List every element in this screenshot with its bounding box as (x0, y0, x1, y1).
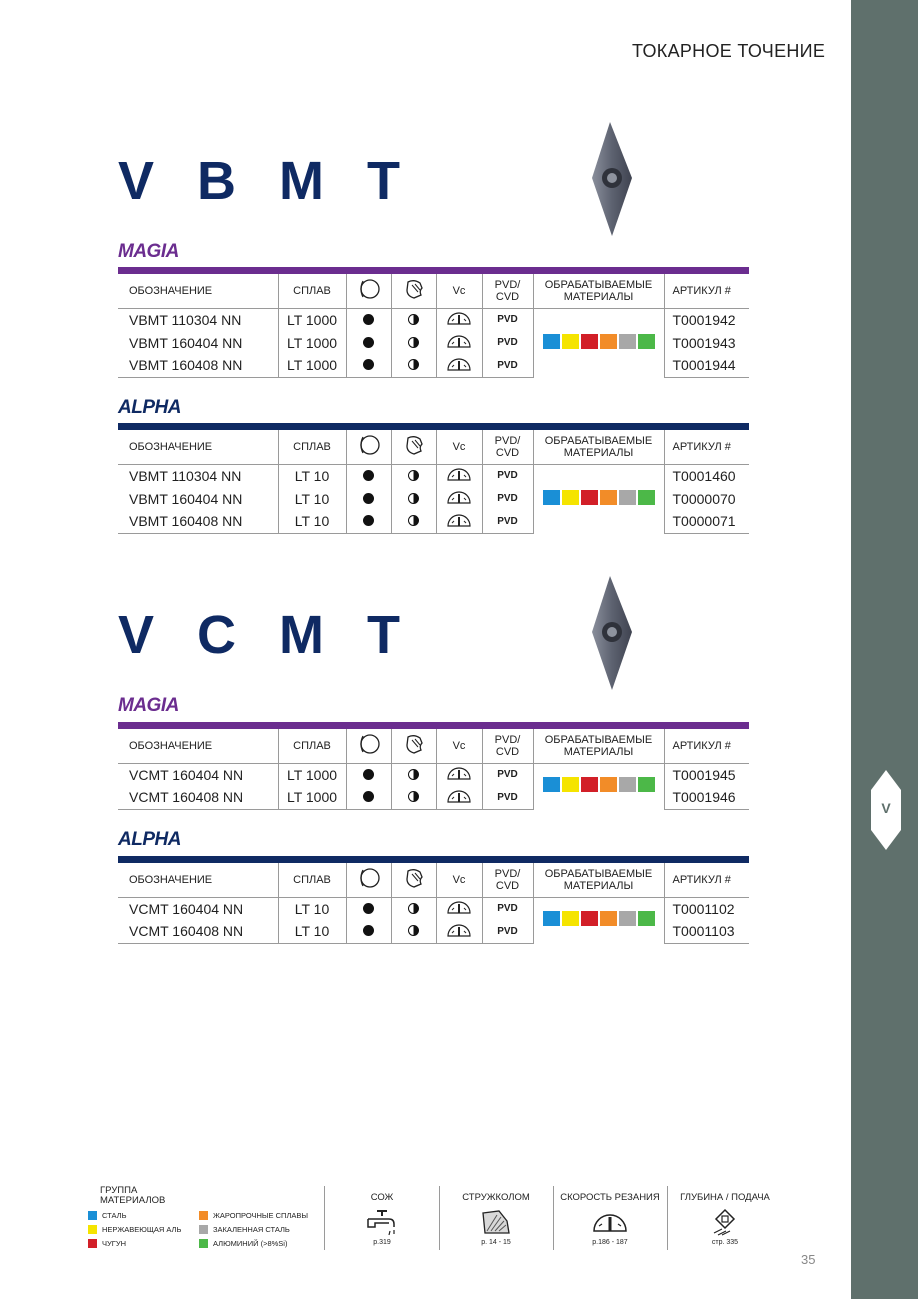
chipbreaker-col-icon (391, 863, 436, 897)
grade-cell: LT 1000 (278, 763, 346, 786)
coolant-title: СОЖ (370, 1192, 394, 1203)
grade-cell: LT 10 (278, 920, 346, 943)
article-cell: T0000071 (664, 510, 749, 533)
grade-cell: LT 1000 (278, 331, 346, 354)
col-designation: ОБОЗНАЧЕНИЕ (118, 274, 278, 308)
depth-feed-reference (674, 1192, 776, 1246)
col-materials: ОБРАБАТЫВАЕМЫЕ МАТЕРИАЛЫ (533, 863, 664, 897)
col-grade: СПЛАВ (278, 863, 346, 897)
speed-gauge-icon (436, 331, 482, 354)
article-cell: T0001944 (664, 354, 749, 377)
coolant-dot-icon (346, 464, 391, 487)
vcmt-magia-table (118, 722, 749, 810)
side-bar (851, 0, 918, 1299)
col-designation: ОБОЗНАЧЕНИЕ (118, 729, 278, 763)
col-article: АРТИКУЛ # (664, 274, 749, 308)
coolant-col-icon (346, 274, 391, 308)
section-title: ТОКАРНОЕ ТОЧЕНИЕ (632, 41, 826, 61)
vbmt-magia-table (118, 267, 749, 378)
page-number: 35 (801, 1252, 816, 1267)
speed-gauge-icon (436, 487, 482, 510)
coolant-reference (352, 1192, 412, 1246)
vbmt-insert-image (588, 120, 638, 238)
speed-gauge-icon (436, 763, 482, 786)
chapter-tab[interactable] (871, 770, 901, 850)
table-row (118, 897, 749, 920)
speed-gauge-icon (436, 510, 482, 533)
col-grade: СПЛАВ (278, 274, 346, 308)
speed-gauge-icon (436, 464, 482, 487)
grade-cell: LT 1000 (278, 354, 346, 377)
cutting-speed-page-ref: p.186 - 187 (592, 1239, 628, 1246)
legend-label: НЕРЖАВЕЮЩАЯ АЛЬ (102, 1225, 182, 1234)
table-row (118, 763, 749, 786)
half-circle-icon (391, 786, 436, 809)
legend-label: ЧУГУН (102, 1239, 127, 1248)
designation-cell: VBMT 160408 NN (118, 510, 278, 533)
grade-cell: LT 1000 (278, 308, 346, 331)
coolant-page-ref: p.319 (373, 1239, 391, 1246)
product-title-vbmt: V B M T (118, 151, 414, 211)
speed-gauge-icon (436, 308, 482, 331)
material-swatches (533, 308, 664, 377)
coating-cell: PVD (482, 510, 533, 533)
half-circle-icon (391, 464, 436, 487)
series-band (118, 423, 749, 430)
designation-cell: VCMT 160408 NN (118, 786, 278, 809)
legend-swatch (88, 1239, 97, 1248)
chipbreaker-icon (479, 1207, 513, 1237)
article-cell: T0001460 (664, 464, 749, 487)
speed-gauge-icon (590, 1207, 630, 1237)
legend-item-stainless (88, 1225, 181, 1234)
legend-item-heat-resistant (199, 1211, 308, 1220)
col-designation: ОБОЗНАЧЕНИЕ (118, 863, 278, 897)
coolant-dot-icon (346, 308, 391, 331)
col-coating: PVD/ CVD (482, 430, 533, 464)
col-speed: Vc (436, 274, 482, 308)
chapter-tab-letter: V (881, 800, 891, 816)
chipbreaker-col-icon (391, 729, 436, 763)
coating-cell: PVD (482, 763, 533, 786)
half-circle-icon (391, 308, 436, 331)
half-circle-icon (391, 920, 436, 943)
coating-cell: PVD (482, 920, 533, 943)
half-circle-icon (391, 487, 436, 510)
speed-gauge-icon (436, 897, 482, 920)
series-band (118, 856, 749, 863)
designation-cell: VBMT 110304 NN (129, 467, 242, 484)
coating-cell: PVD (482, 897, 533, 920)
legend-swatch (199, 1239, 208, 1248)
series-label-magia: MAGIA (118, 241, 179, 262)
coolant-dot-icon (346, 920, 391, 943)
legend-title: ГРУППА МАТЕРИАЛОВ (100, 1185, 166, 1206)
chipbreaker-col-icon (391, 274, 436, 308)
col-speed: Vc (436, 863, 482, 897)
grade-cell: LT 10 (278, 487, 346, 510)
cutting-speed-title: СКОРОСТЬ РЕЗАНИЯ (560, 1192, 660, 1203)
legend-item-aluminum (199, 1239, 287, 1248)
material-swatches (533, 763, 664, 809)
col-speed: Vc (436, 729, 482, 763)
col-article: АРТИКУЛ # (664, 729, 749, 763)
coating-cell: PVD (482, 354, 533, 377)
legend-swatch (88, 1211, 97, 1220)
col-coating: PVD/ CVD (482, 863, 533, 897)
coolant-tap-icon (365, 1207, 399, 1237)
coating-cell: PVD (482, 786, 533, 809)
designation-cell: VBMT 160404 NN (129, 334, 243, 351)
half-circle-icon (391, 354, 436, 377)
col-materials: ОБРАБАТЫВАЕМЫЕ МАТЕРИАЛЫ (533, 430, 664, 464)
half-circle-icon (391, 510, 436, 533)
coating-cell: PVD (482, 487, 533, 510)
article-cell: T0001942 (664, 308, 749, 331)
chipbreaker-col-icon (391, 430, 436, 464)
legend-item-steel (88, 1211, 127, 1220)
depth-feed-page-ref: стр. 335 (711, 1239, 739, 1246)
article-cell: T0001103 (664, 920, 749, 943)
legend-swatch (199, 1211, 208, 1220)
designation-cell: VCMT 160408 NN (118, 920, 278, 943)
half-circle-icon (391, 897, 436, 920)
coating-cell: PVD (482, 464, 533, 487)
col-grade: СПЛАВ (278, 729, 346, 763)
grade-cell: LT 10 (278, 897, 346, 920)
depth-feed-title: ГЛУБИНА / ПОДАЧА (680, 1192, 770, 1203)
table-row (118, 308, 749, 331)
grade-cell: LT 1000 (278, 786, 346, 809)
chipbreaker-title: СТРУЖКОЛОМ (462, 1192, 530, 1203)
footer-divider (324, 1186, 325, 1250)
article-cell: T0001943 (664, 331, 749, 354)
series-band (118, 722, 749, 729)
designation-cell: VBMT 160408 NN (118, 354, 278, 377)
col-article: АРТИКУЛ # (664, 430, 749, 464)
vbmt-alpha-table (118, 423, 749, 534)
col-grade: СПЛАВ (278, 430, 346, 464)
coolant-dot-icon (346, 510, 391, 533)
col-materials: ОБРАБАТЫВАЕМЫЕ МАТЕРИАЛЫ (533, 729, 664, 763)
article-cell: T0001946 (664, 786, 749, 809)
coolant-dot-icon (346, 354, 391, 377)
series-label-alpha: ALPHA (118, 397, 181, 418)
half-circle-icon (391, 331, 436, 354)
col-coating: PVD/ CVD (482, 274, 533, 308)
coating-cell: PVD (482, 308, 533, 331)
half-circle-icon (391, 763, 436, 786)
coolant-dot-icon (346, 897, 391, 920)
grade-cell: LT 10 (278, 464, 346, 487)
material-swatches (533, 897, 664, 943)
series-label-magia: MAGIA (118, 695, 179, 716)
col-coating: PVD/ CVD (482, 729, 533, 763)
coolant-col-icon (346, 430, 391, 464)
series-label-alpha: ALPHA (118, 829, 181, 850)
coolant-dot-icon (346, 763, 391, 786)
legend-label: ЖАРОПРОЧНЫЕ СПЛАВЫ (213, 1211, 309, 1220)
chipbreaker-page-ref: p. 14 - 15 (481, 1239, 511, 1246)
coolant-dot-icon (346, 331, 391, 354)
legend-swatch (199, 1225, 208, 1234)
vcmt-insert-image (588, 574, 638, 692)
speed-gauge-icon (436, 354, 482, 377)
legend-swatch (88, 1225, 97, 1234)
coolant-dot-icon (346, 487, 391, 510)
coolant-dot-icon (346, 786, 391, 809)
footer-divider (667, 1186, 668, 1250)
legend-label: ЗАКАЛЕННАЯ СТАЛЬ (213, 1225, 290, 1234)
speed-gauge-icon (436, 920, 482, 943)
product-title-vcmt: V C M T (118, 605, 414, 665)
col-speed: Vc (436, 430, 482, 464)
designation-cell: VBMT 110304 NN (129, 311, 242, 328)
speed-gauge-icon (436, 786, 482, 809)
legend-item-hardened (199, 1225, 290, 1234)
chipbreaker-reference (456, 1192, 536, 1246)
footer-divider (439, 1186, 440, 1250)
article-cell: T0001945 (664, 763, 749, 786)
article-cell: T0001102 (664, 897, 749, 920)
coolant-col-icon (346, 729, 391, 763)
series-band (118, 267, 749, 274)
legend-label: АЛЮМИНИЙ (>8%Si) (213, 1239, 288, 1248)
designation-cell: VCMT 160404 NN (129, 900, 244, 917)
grade-cell: LT 10 (278, 510, 346, 533)
footer-divider (553, 1186, 554, 1250)
designation-cell: VCMT 160404 NN (129, 766, 244, 783)
article-cell: T0000070 (664, 487, 749, 510)
legend-item-cast-iron (88, 1239, 126, 1248)
cutting-speed-reference (558, 1192, 662, 1246)
coating-cell: PVD (482, 331, 533, 354)
col-designation: ОБОЗНАЧЕНИЕ (118, 430, 278, 464)
legend-label: СТАЛЬ (102, 1211, 127, 1220)
depth-feed-icon (708, 1207, 742, 1237)
designation-cell: VBMT 160404 NN (129, 490, 243, 507)
coolant-col-icon (346, 863, 391, 897)
table-row (118, 464, 749, 487)
col-article: АРТИКУЛ # (664, 863, 749, 897)
material-swatches (533, 464, 664, 533)
col-materials: ОБРАБАТЫВАЕМЫЕ МАТЕРИАЛЫ (533, 274, 664, 308)
vcmt-alpha-table (118, 856, 749, 944)
